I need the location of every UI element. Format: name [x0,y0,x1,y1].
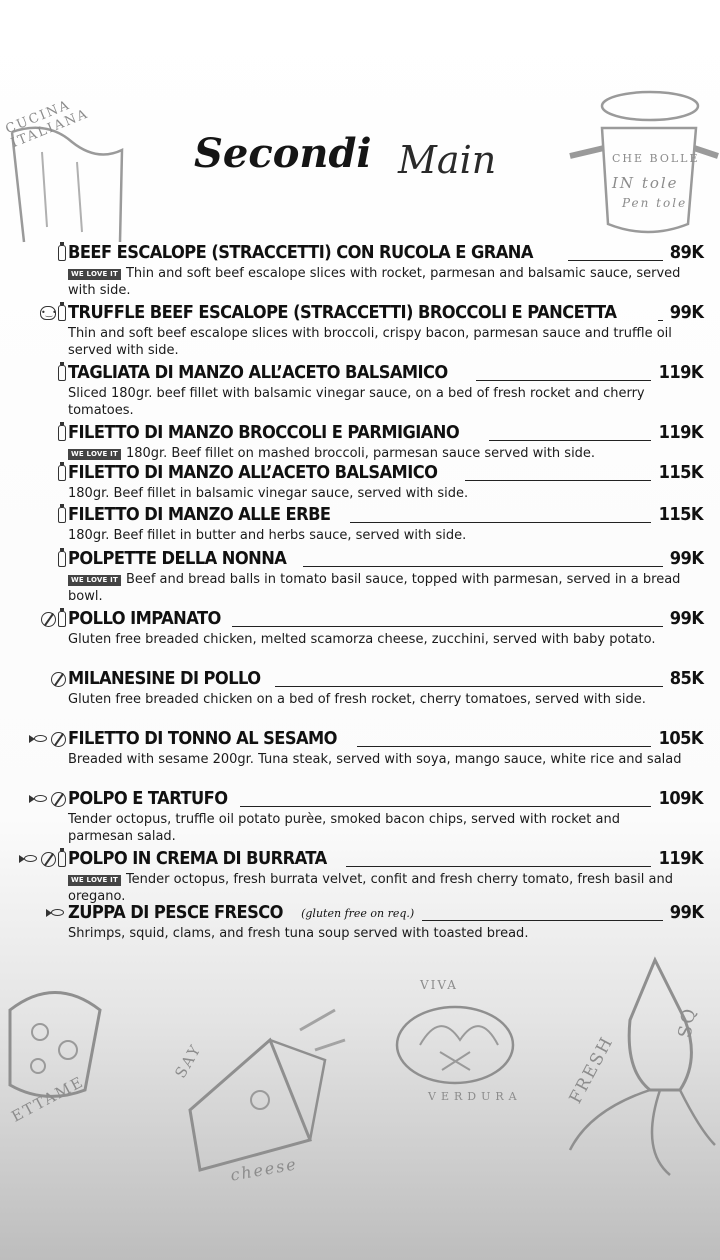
item-description-text: Tender octopus, fresh burrata velvet, confit and fresh cherry tomato, fresh basil and oregano. [68,872,673,904]
squid-doodle [530,960,720,1180]
fresh-text: FRESH [565,1032,618,1108]
item-name: POLPETTE DELLA NONNA [68,549,287,569]
item-description-text: 180gr. Beef fillet in butter and herbs sauce, served with side. [68,528,467,543]
dietary-icons [0,245,68,261]
menu-item [0,726,720,769]
item-description [68,266,688,299]
bottle-icon [58,305,66,321]
price-leader-line [658,306,663,321]
bottle-icon [58,425,66,441]
section-heading [190,122,570,202]
item-name: TAGLIATA DI MANZO ALL’ACETO BALSAMICO [68,363,448,383]
price-leader-line [303,552,663,567]
item-name: FILETTO DI MANZO BROCCOLI E PARMIGIANO [68,423,460,443]
bottle-icon [58,851,66,867]
viva-text: VIVA [420,978,458,992]
ettame-text: ETTAME [8,1072,88,1126]
item-price: 119K [658,849,704,869]
menu-item-header [0,460,720,486]
menu-item [0,240,720,299]
vegetable-doodle [380,990,530,1100]
pork-icon: •‿• [40,306,56,320]
bottle-icon [58,611,66,627]
gluten-free-icon [51,672,66,687]
menu-item [0,606,720,649]
item-description [68,572,688,605]
menu-item-header [0,300,720,326]
gluten-free-icon [41,612,56,627]
menu-item [0,666,720,709]
item-description-text: Breaded with sesame 200gr. Tuna steak, served with soya, mango sauce, white rice and salad [68,752,682,767]
item-description-text: Beef and bread balls in tomato basil sauce, topped with parmesan, served in a bread bowl. [68,572,681,604]
price-leader-line [422,906,663,921]
menu-item [0,502,720,545]
fish-icon [29,734,49,744]
item-description-text: Gluten free breaded chicken, melted scamorza cheese, zucchini, served with baby potato. [68,632,656,647]
menu-list [0,240,720,960]
menu-item [0,546,720,605]
menu-item-header [0,240,720,266]
item-name: POLPO E TARTUFO [68,789,228,809]
menu-item [0,900,720,943]
item-description [68,632,688,649]
item-description-text: Gluten free breaded chicken on a bed of fresh rocket, cherry tomatoes, served with side. [68,692,646,707]
dietary-icons [0,465,68,481]
price-leader-line [357,732,651,747]
item-note: (gluten free on req.) [301,906,415,920]
menu-item-header [0,502,720,528]
menu-item-header [0,786,720,812]
fish-icon [29,794,49,804]
menu-item-header [0,420,720,446]
price-leader-line [476,366,651,381]
cucina-italiana-text: CUCINA ITALIANA [3,97,92,152]
che-bolle-text: CHE BOLLE [612,152,700,165]
item-description-text: 180gr. Beef fillet on mashed broccoli, parmesan sauce served with side. [125,446,596,461]
heading-secondi: Secondi [194,130,372,177]
bottle-icon [58,365,66,381]
item-description [68,752,688,769]
item-description-text: Shrimps, squid, clams, and fresh tuna soup served with toasted bread. [68,926,529,941]
item-name: TRUFFLE BEEF ESCALOPE (STRACCETTI) BROCCOLI E PANCETTA [68,303,617,323]
menu-item-header [0,726,720,752]
item-price: 119K [658,363,704,383]
heading-main: Main [398,138,497,182]
item-name: ZUPPA DI PESCE FRESCO [68,903,283,923]
price-leader-line [275,672,663,687]
item-description [68,528,688,545]
fish-icon [19,854,39,864]
price-leader-line [465,466,651,481]
dietary-icons [0,672,68,687]
item-price: 115K [658,505,704,525]
menu-item-header [0,546,720,572]
we-love-it-badge: WE LOVE IT [68,875,121,886]
item-description-text: Thin and soft beef escalope slices with broccoli, crispy bacon, parmesan sauce and truffle oil served with side. [68,326,672,358]
item-description [68,812,688,845]
menu-item [0,846,720,905]
item-description-text: Tender octopus, truffle oil potato purèe, smoked bacon chips, served with rocket and parmesan salad. [68,812,620,844]
say-text: SAY [171,1040,206,1082]
price-leader-line [346,852,651,867]
pen-tole-text: Pen tole [622,196,688,210]
item-price: 99K [669,903,704,923]
bottle-icon [58,245,66,261]
price-leader-line [489,426,652,441]
bottle-icon [58,507,66,523]
item-name: FILETTO DI MANZO ALL’ACETO BALSAMICO [68,463,438,483]
item-description [68,326,688,359]
dietary-icons [0,792,68,807]
item-description-text: 180gr. Beef fillet in balsamic vinegar sauce, served with side. [68,486,469,501]
price-leader-line [240,792,652,807]
item-name: MILANESINE DI POLLO [68,669,261,689]
item-price: 99K [669,609,704,629]
item-price: 85K [669,669,704,689]
we-love-it-badge: WE LOVE IT [68,575,121,586]
bottle-icon [58,465,66,481]
menu-item-header [0,360,720,386]
item-description [68,692,688,709]
item-description [68,486,688,503]
bottle-icon [58,551,66,567]
cheese-text: cheese [228,1154,300,1185]
item-price: 109K [658,789,704,809]
price-leader-line [568,246,663,261]
item-price: 99K [669,303,704,323]
item-price: 119K [658,423,704,443]
dietary-icons [0,551,68,567]
item-name: BEEF ESCALOPE (STRACCETTI) CON RUCOLA E GRANA [68,243,533,263]
dietary-icons [0,851,68,867]
dietary-icons [0,365,68,381]
gluten-free-icon [51,792,66,807]
menu-item [0,420,720,463]
fish-icon [46,908,66,918]
dietary-icons [0,908,68,918]
dietary-icons [0,507,68,523]
menu-item [0,360,720,419]
item-description-text: Sliced 180gr. beef fillet with balsamic vinegar sauce, on a bed of fresh rocket and cherry tomatoes. [68,386,645,418]
item-description-text: Thin and soft beef escalope slices with rocket, parmesan and balsamic sauce, served with side. [68,266,681,298]
dietary-icons [0,305,68,321]
item-price: 115K [658,463,704,483]
price-leader-line [350,508,651,523]
menu-item-header [0,846,720,872]
in-tole-text: IN tole [612,174,679,192]
dietary-icons [0,611,68,627]
item-price: 99K [669,549,704,569]
dietary-icons [0,425,68,441]
sq-text: SQ [674,1005,701,1040]
we-love-it-badge: WE LOVE IT [68,449,121,460]
menu-item [0,786,720,845]
item-name: FILETTO DI TONNO AL SESAMO [68,729,337,749]
item-price: 89K [669,243,704,263]
menu-item-header [0,606,720,632]
item-name: FILETTO DI MANZO ALLE ERBE [68,505,331,525]
item-price: 105K [658,729,704,749]
menu-item [0,300,720,359]
verdura-text: VERDURA [428,1090,522,1103]
item-name: POLLO IMPANATO [68,609,221,629]
menu-item-header [0,900,720,926]
item-description [68,386,688,419]
we-love-it-badge: WE LOVE IT [68,269,121,280]
gluten-free-icon [51,732,66,747]
menu-item [0,460,720,503]
gluten-free-icon [41,852,56,867]
item-description [68,926,688,943]
price-leader-line [232,612,663,627]
item-name: POLPO IN CREMA DI BURRATA [68,849,327,869]
dietary-icons [0,732,68,747]
menu-item-header [0,666,720,692]
